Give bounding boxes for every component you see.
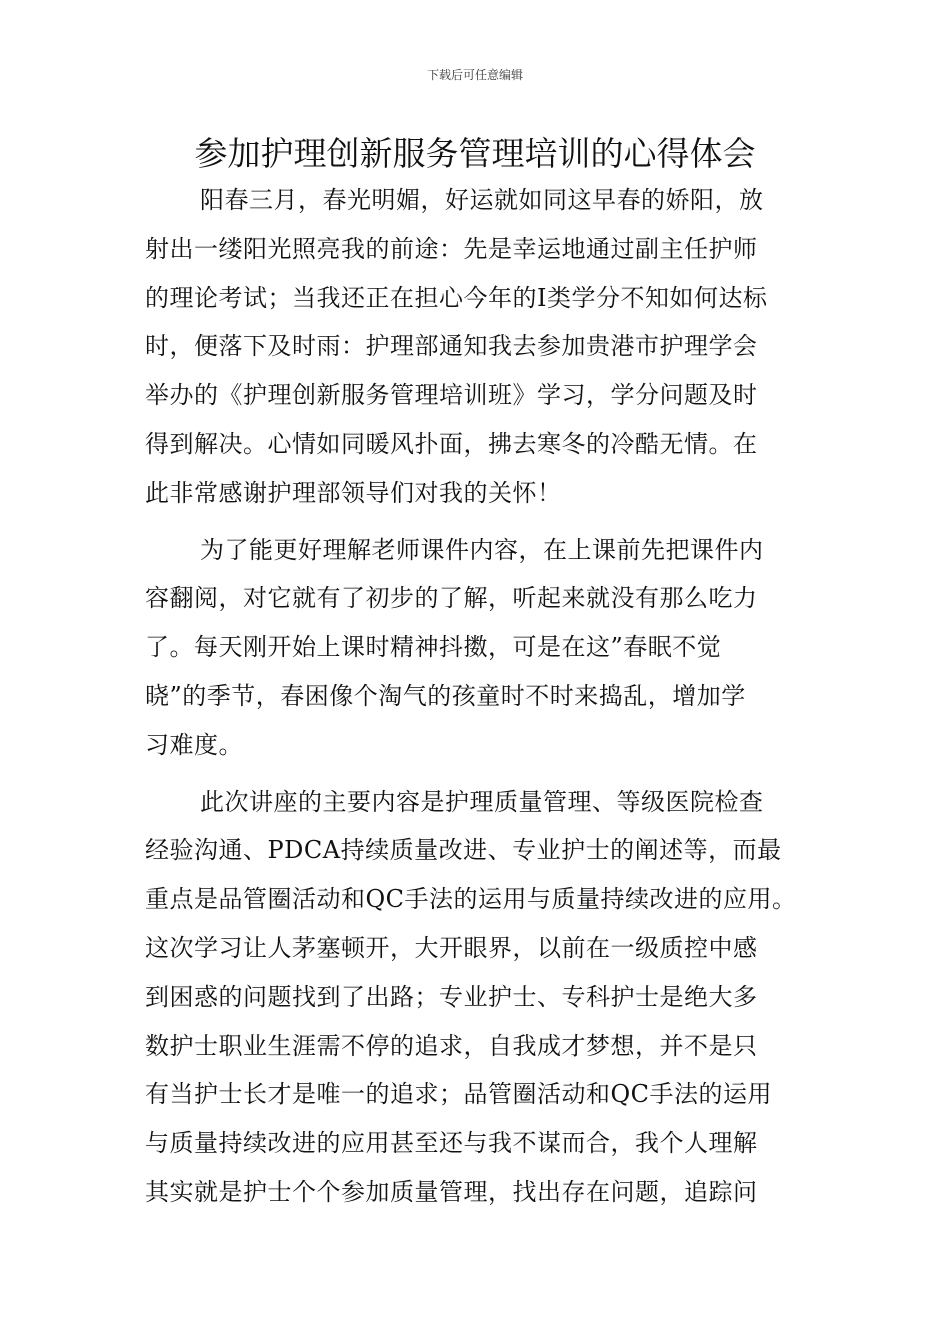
paragraph-line: 到困惑的问题找到了出路；专业护士、专科护士是绝大多 (145, 982, 758, 1011)
paragraph-spacer (145, 518, 815, 526)
paragraph-line: 数护士职业生涯需不停的追求，自我成才梦想，并不是只 (145, 1031, 758, 1060)
paragraph-line: 得到解决。心情如同暖风扑面，拂去寒冬的冷酷无情。在 (145, 429, 758, 458)
paragraph-line: 时，便落下及时雨：护理部通知我去参加贵港市护理学会 (145, 332, 758, 361)
paragraph-line: 此非常感谢护理部领导们对我的关怀！ (145, 478, 562, 507)
paragraph-line: 这次学习让人茅塞顿开，大开眼界，以前在一级质控中感 (145, 933, 758, 962)
paragraph-line: 经验沟通、PDCA持续质量改进、专业护士的阐述等，而最 (145, 836, 782, 865)
paragraph-line: 与质量持续改进的应用甚至还与我不谋而合，我个人理解 (145, 1129, 758, 1158)
paragraph-line: 为了能更好理解老师课件内容，在上课前先把课件内 (200, 535, 764, 564)
paragraph-line: 此次讲座的主要内容是护理质量管理、等级医院检查 (200, 787, 764, 816)
paragraph-line: 重点是品管圈活动和QC手法的运用与质量持续改进的应用。 (145, 885, 797, 914)
paragraph-spacer (145, 770, 815, 778)
paragraph-2 (145, 526, 815, 770)
document-body (145, 176, 815, 1217)
paragraph-1 (145, 176, 815, 518)
paragraph-line: 的理论考试；当我还正在担心今年的Ⅰ类学分不知如何达标 (145, 283, 768, 312)
paragraph-line: 其实就是护士个个参加质量管理，找出存在问题，追踪问 (145, 1177, 758, 1206)
paragraph-line: 晓”的季节，春困像个淘气的孩童时不时来捣乱，增加学 (145, 681, 746, 710)
paragraph-line: 习难度。 (145, 730, 243, 759)
paragraph-line: 阳春三月，春光明媚，好运就如同这早春的娇阳，放 (200, 186, 764, 214)
paragraph-line: 容翻阅，对它就有了初步的了解，听起来就没有那么吃力 (145, 584, 758, 613)
document-title: 参加护理创新服务管理培训的心得体会 (194, 134, 756, 173)
header-note: 下载后可任意编辑 (426, 68, 523, 82)
paragraph-line: 射出一缕阳光照亮我的前途：先是幸运地通过副主任护师 (145, 234, 758, 263)
paragraph-line: 举办的《护理创新服务管理培训班》学习，学分问题及时 (145, 381, 758, 410)
paragraph-line: 了。每天刚开始上课时精神抖擞，可是在这”春眠不觉 (145, 633, 722, 662)
paragraph-line: 有当护士长才是唯一的追求；品管圈活动和QC手法的运用 (145, 1080, 773, 1109)
paragraph-3 (145, 778, 815, 1217)
